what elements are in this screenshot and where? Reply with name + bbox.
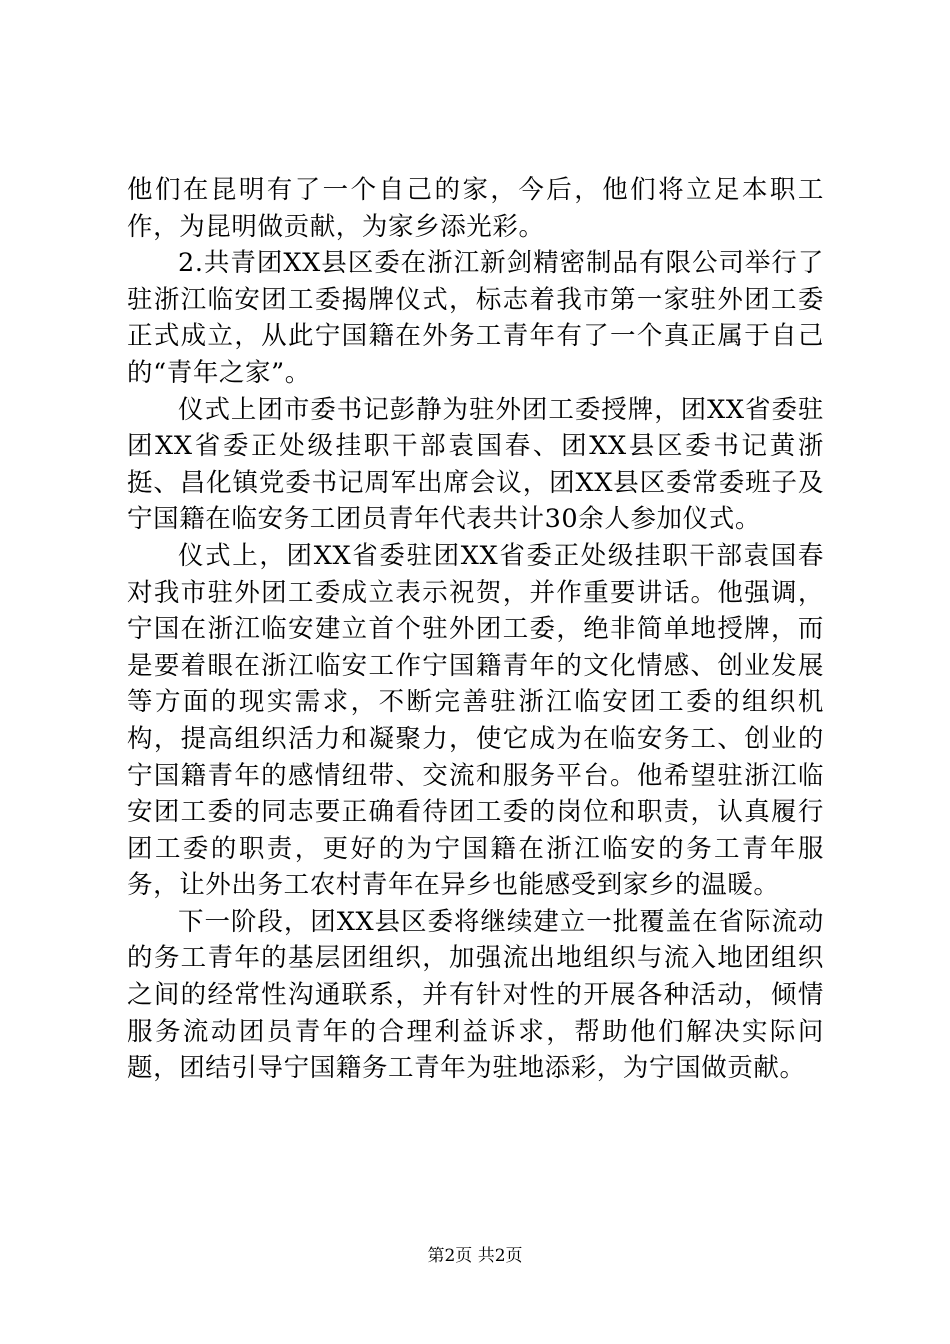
paragraph-2: 2.共青团XX县区委在浙江新剑精密制品有限公司举行了驻浙江临安团工委揭牌仪式，标志着我市第一家驻外团工委正式成立，从此宁国籍在外务工青年有了一个真正属于自己的“青年之家”。 <box>127 248 824 388</box>
paragraph-4: 仪式上，团XX省委驻团XX省委正处级挂职干部袁国春对我市驻外团工委成立表示祝贺，并作重要讲话。他强调，宁国在浙江临安建立首个驻外团工委，绝非简单地授牌，而是要着眼在浙江临安工作宁国籍青年的文化情感、创业发展等方面的现实需求，不断完善驻浙江临安团工委的组织机构，提高组织活力和凝聚力，使它成为在临安务工、创业的宁国籍青年的感情纽带、交流和服务平台。他希望驻浙江临安团工委的同志要正确看待团工委的岗位和职责，认真履行团工委的职责，更好的为宁国籍在浙江临安的务工青年服务，让外出务工农村青年在异乡也能感受到家乡的温暖。 <box>127 540 824 901</box>
paragraph-5: 下一阶段，团XX县区委将继续建立一批覆盖在省际流动的务工青年的基层团组织，加强流出地组织与流入地团组织之间的经常性沟通联系，并有针对性的开展各种活动，倾情服务流动团员青年的合理利益诉求，帮助他们解决实际问题，团结引导宁国籍务工青年为驻地添彩，为宁国做贡献。 <box>127 906 824 1084</box>
paragraph-1: 他们在昆明有了一个自己的家，今后，他们将立足本职工作，为昆明做贡献，为家乡添光彩。 <box>127 175 824 242</box>
paragraph-3: 仪式上团市委书记彭静为驻外团工委授牌，团XX省委驻团XX省委正处级挂职干部袁国春、团XX县区委书记黄浙挺、昌化镇党委书记周军出席会议，团XX县区委常委班子及宁国籍在临安务工团员青年代表共计30余人参加仪式。 <box>127 394 824 535</box>
document-body <box>127 172 824 1087</box>
page-number-footer: 第2页 共2页 <box>427 1246 523 1266</box>
